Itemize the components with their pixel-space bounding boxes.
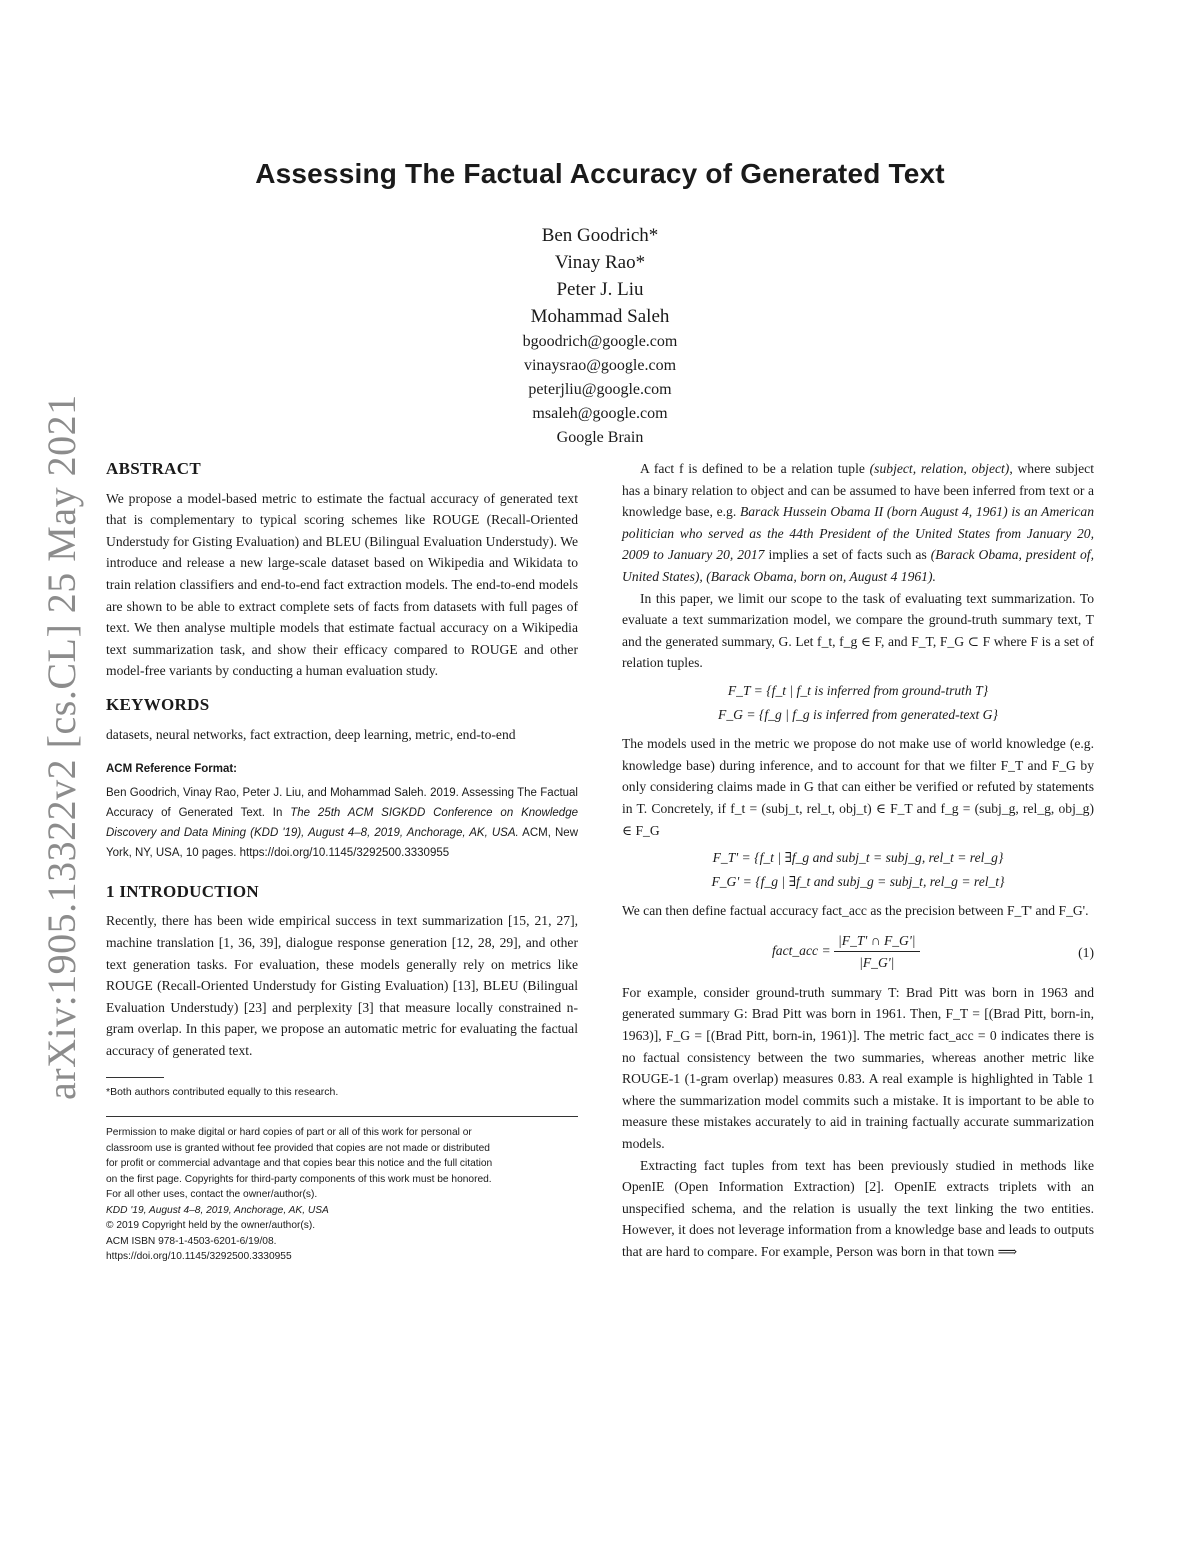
- paper-title: Assessing The Factual Accuracy of Generated Text: [255, 158, 945, 189]
- introduction-text: Recently, there has been wide empirical success in text summarization [15, 21, 27], machine translation [1, 36, 39], dialogue response generation [12, 28, 29], and other text generation tasks. For evaluation, these models generally rely on metrics like ROUGE (Recall-Oriented Understudy for Gisting Evaluation) [13], BLEU (Bilingual Evaluation Understudy) [23] and perplexity [3] that measure locally constrained n-gram overlap. In this paper, we propose an automatic metric for evaluating the factual accuracy of generated text.: [106, 913, 578, 1058]
- author-email: bgoodrich@google.com: [522, 333, 678, 350]
- keywords-heading: KEYWORDS: [106, 694, 210, 714]
- equation-1-fraction: [834, 930, 919, 974]
- permission-line: on the first page. Copyrights for third-party components of this work must be honored.: [106, 1173, 492, 1185]
- equation-block: [622, 847, 1094, 892]
- permission-doi[interactable]: https://doi.org/10.1145/3292500.3330955: [106, 1251, 292, 1263]
- example-paragraph: For example, consider ground-truth summary T: Brad Pitt was born in 1963 and generated summary G: Brad Pitt was born in 1961. Then, F_T = [(Brad Pitt, born-in, 1963)], F_G = [(Brad Pitt, born-in, 1961)]. The metric fact_acc = 0 indicates there is no factual consistency between the two summaries, whereas another metric like ROUGE-1 (1-gram overlap) measures 0.83. A real example is highlighted in Table 1 where the summarization model commits such a mistake. It is important to be able to measure these mistakes accurately to aid in training factually accurate summarization models.: [622, 984, 1094, 1152]
- permission-block: [106, 1125, 578, 1265]
- acm-reference-authors: Ben Goodrich, Vinay Rao, Peter J. Liu, and Mohammad Saleh. 2019. Assessing The Factual Accuracy of Generated Text. In: [106, 786, 578, 819]
- abstract-heading: ABSTRACT: [106, 459, 201, 478]
- permission-copyright: © 2019 Copyright held by the owner/author(s).: [106, 1220, 316, 1232]
- author-name: Ben Goodrich*: [541, 225, 659, 246]
- paragraph-text: (subject, relation, object): [869, 461, 1010, 476]
- paragraph-text: (Barack Obama, president of, United States), (Barack Obama, born on, August 4 1961).: [622, 547, 1094, 584]
- definition-paragraph: We can then define factual accuracy fact_acc as the precision between F_T' and F_G'.: [622, 903, 1089, 919]
- acm-reference-doi[interactable]: ACM, New York, NY, USA, 10 pages. https://doi.org/10.1145/3292500.3330955: [106, 826, 578, 859]
- acm-reference-text: [106, 783, 578, 863]
- abstract-text: We propose a model-based metric to estimate the factual accuracy of generated text that is complementary to typical scoring schemes like ROUGE (Recall-Oriented Understudy for Gisting Evaluation) and BLEU (Bilingual Evaluation Understudy). We introduce and release a new large-scale dataset based on Wikipedia and Wikidata to train relation classifiers and end-to-end fact extraction models. The end-to-end models are shown to be able to extract complete sets of facts from datasets with full pages of text. We then analyse multiple models that estimate factual accuracy on a Wikipedia text summarization task, and show their efficacy compared to ROUGE and other model-free variants by conducting a human evaluation study.: [106, 490, 578, 679]
- equation-1-numerator: |F_T' ∩ F_G'|: [834, 930, 919, 953]
- equation-ft: F_T = {f_t | f_t is inferred from ground-truth T}: [727, 682, 989, 698]
- paragraph-text: A fact f is defined to be a relation tuple: [640, 461, 870, 476]
- author-email: msaleh@google.com: [532, 405, 668, 422]
- arxiv-identifier-stamp: arXiv:1905.13322v2 [cs.CL] 25 May 2021: [39, 394, 84, 1100]
- keywords-text: datasets, neural networks, fact extraction, deep learning, metric, end-to-end: [106, 726, 516, 742]
- equation-block: [622, 680, 1094, 725]
- paragraph-text: implies a set of facts such as: [764, 547, 931, 563]
- author-name: Vinay Rao*: [554, 252, 646, 273]
- permission-line: for profit or commercial advantage and that copies bear this notice and the full citation: [106, 1158, 493, 1170]
- equation-1-lhs: fact_acc =: [772, 943, 831, 959]
- author-name: Mohammad Saleh: [530, 306, 670, 327]
- permission-isbn: ACM ISBN 978-1-4503-6201-6/19/08.: [106, 1235, 277, 1247]
- permission-divider: [106, 1116, 578, 1117]
- acm-reference-heading: ACM Reference Format:: [106, 763, 237, 776]
- equation-fg-prime: F_G' = {f_g | ∃f_t and subj_g = subj_t, rel_g = rel_t}: [711, 873, 1005, 889]
- footnote: *Both authors contributed equally to this research.: [106, 1086, 339, 1099]
- permission-line: Permission to make digital or hard copies of part or all of this work for personal or: [106, 1127, 472, 1139]
- permission-venue: KDD '19, August 4–8, 2019, Anchorage, AK, USA: [106, 1204, 329, 1216]
- affiliation: Google Brain: [556, 429, 644, 446]
- author-email: vinaysrao@google.com: [523, 357, 677, 374]
- permission-line: classroom use is granted without fee provided that copies are not made or distributed: [106, 1142, 490, 1154]
- scope-paragraph: In this paper, we limit our scope to the task of evaluating text summarization. To evaluate a text summarization model, we compare the ground-truth summary text, T and the generated summary, G. Let f_t, f_g ∈ F, and F_T, F_G ⊂ F where F is a set of relation tuples.: [622, 590, 1094, 671]
- equation-1-label: (1): [1078, 944, 1094, 960]
- permission-line: For all other uses, contact the owner/author(s).: [106, 1189, 318, 1201]
- equation-fg: F_G = {f_g | f_g is inferred from generated-text G}: [718, 706, 998, 722]
- equation-1-denominator: |F_G'|: [859, 955, 895, 971]
- left-column: [106, 458, 578, 1265]
- author-name: Peter J. Liu: [556, 279, 644, 300]
- introduction-heading: 1 INTRODUCTION: [106, 881, 259, 901]
- equation-1: [622, 930, 1094, 974]
- author-block: [0, 222, 1200, 450]
- author-email: peterjliu@google.com: [528, 381, 672, 398]
- acm-reference-venue: The 25th ACM SIGKDD Conference on Knowledge Discovery and Data Mining (KDD '19), August 4–8, 2019, Anchorage, AK, USA.: [106, 806, 578, 839]
- filtering-paragraph: The models used in the metric we propose do not make use of world knowledge (e.g. knowledge base) during inference, and to account for that we filter F_T and F_G by only considering claims made in G that can either be verified or refuted by statements in T. Concretely, if f_t = (subj_t, rel_t, obj_t) ∈ F_T and f_g = (subj_g, rel_g, obj_g) ∈ F_G: [622, 736, 1094, 838]
- right-column: [622, 458, 1094, 1263]
- openie-paragraph: Extracting fact tuples from text has been previously studied in methods like OpenIE (Open Information Extraction) [2]. OpenIE extracts triplets with an unspecified schema, and the relation is usually the text linking the two entities. However, it does not leverage information from a knowledge base and leads to outputs that are hard to compare. For example, Person was born in that town ⟹: [622, 1157, 1094, 1259]
- footnote-divider: [106, 1077, 164, 1078]
- equation-ft-prime: F_T' = {f_t | ∃f_g and subj_t = subj_g, rel_t = rel_g}: [712, 850, 1004, 866]
- paragraph-text: Barack Hussein Obama II (born August 4, 1961) is an American politician who served as the 44th President of the United States from January 20, 2009 to January 20, 2017: [622, 504, 1094, 563]
- paragraph-text: , where subject has a binary relation to object and can be assumed to have been inferred from text or a knowledge base, e.g.: [622, 461, 1094, 520]
- fact-definition-paragraph: [622, 458, 1094, 588]
